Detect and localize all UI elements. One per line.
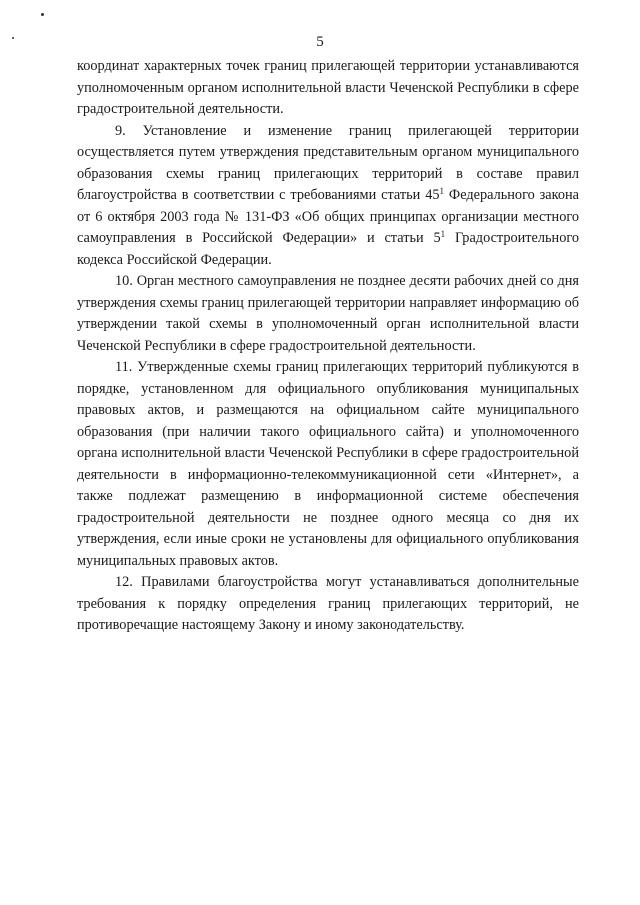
scan-speck [41, 13, 44, 16]
document-body [77, 56, 579, 637]
paragraph-9-text-b: Федерального закона от 6 октября 2003 года № 131-ФЗ «Об общих принципах организации местного самоуправления в Российской Федерации» и статьи 5 [77, 187, 580, 246]
paragraph-9 [77, 121, 579, 272]
superscript: 1 [439, 186, 445, 196]
paragraph-12: 12. Правилами благоустройства могут устанавливаться дополнительные требования к порядку определения границ прилегающих территорий, не противоречащие настоящему Закону и иному законодательству. [77, 574, 579, 633]
paragraph-continuation: координат характерных точек границ прилегающей территории устанавливаются уполномоченным органом исполнительной власти Чеченской Республики в сфере градостроительной деятельности. [77, 58, 579, 117]
paragraph-9-text-a: 9. Установление и изменение границ прилегающей территории осуществляется путем утверждения представительным органом муниципального образования схемы границ прилегающих территорий в составе правил благоустройства в соответствии с требованиями статьи 45 [77, 122, 579, 203]
paragraph-10: 10. Орган местного самоуправления не позднее десяти рабочих дней со дня утверждения схемы границ прилегающей территории направляет информацию об утверждении такой схемы в уполномоченный орган исполнительной власти Чеченской Республики в сфере градостроительной деятельности. [77, 273, 579, 354]
paragraph-9-text-c: Градостроительного кодекса Российской Федерации. [77, 230, 580, 268]
paragraph-11: 11. Утвержденные схемы границ прилегающих территорий публикуются в порядке, установленном для официального опубликования муниципальных правовых актов, и размещаются на официальном сайте муниципального образования (при наличии такого официального сайта) и уполномоченного органа исполнительной власти Чеченской Республики в сфере градостроительной деятельности в информационно-телекоммуникационной сети «Интернет», а также подлежат размещению в информационной системе обеспечения градостроительной деятельности не позднее одного месяца со дня их утверждения, если иные сроки не установлены для официального опубликования муниципальных правовых актов. [77, 359, 579, 569]
page-number: 5 [316, 34, 324, 50]
superscript: 1 [440, 229, 446, 239]
